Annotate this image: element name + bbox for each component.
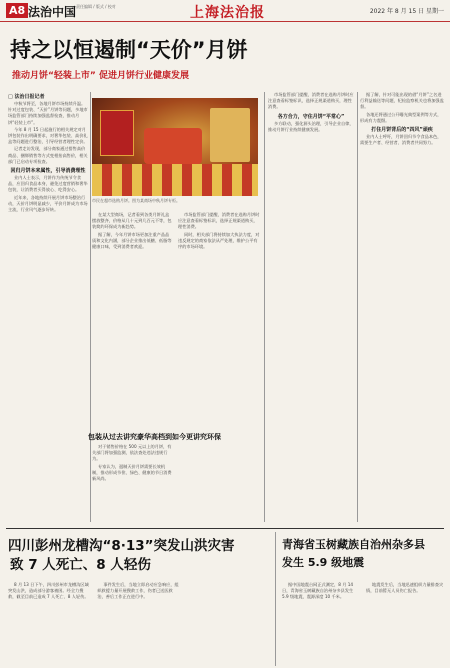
paragraph: 同时，相关部门将持续加大执法力度，对违反规定的商家依法从严处理，维护公平有序的市场环境。 <box>178 231 260 250</box>
lead-column <box>8 92 88 522</box>
paragraph: 市场监管部门提醒，消费者在选购月饼时应注意查看标签标识，选择正规渠道购买，理性消费。 <box>178 212 260 230</box>
section-rule <box>6 528 444 529</box>
paragraph: 地震发生后，当地迅速组织力量排查灾情，目前暂无人员伤亡报告。 <box>366 582 444 594</box>
section-title: 法治中国 <box>28 5 77 19</box>
newspaper-logo: 上海法治报 <box>190 5 265 21</box>
paragraph: 业内人士表示，月饼作为传统节令食品，应回归食品本身，避免过度营销和奢华包装，让消费者买得放心、吃得安心。 <box>8 175 88 193</box>
paragraph: 业内人士呼吁，月饼回归节令食品本色，需要生产者、经营者、消费者共同努力。 <box>360 134 442 146</box>
paragraph: 近年来，各地持续开展月饼市场整治行动，天价月饼明显减少，平价月饼成为市场主流，行业风气逐步好转。 <box>8 194 88 213</box>
section-heading: 包装从过去讲究豪华高档到如今更讲究环保 <box>88 433 221 441</box>
column-divider <box>357 92 358 522</box>
quake-story-title: 青海省玉树藏族自治州杂多县 <box>282 538 425 551</box>
masthead <box>0 0 450 22</box>
column-divider <box>264 92 265 522</box>
paragraph: 多方联动，强化源头治理，引导企业自律，推动月饼行业持续健康发展。 <box>268 120 354 132</box>
paragraph: 据了解，针对可能出现的借“月饼”之名进行利益输送等问题，纪检监察机关也将加强监督。 <box>360 92 444 110</box>
mooncake-tray <box>144 128 202 164</box>
paragraph: 中秋节将至，各地月饼市场持续升温。针对过度包装、“天价”月饼等问题，多地市场监管部门持续加强监督检查，推动月饼“轻装上市”。 <box>8 101 88 125</box>
sub-headline: 推动月饼“轻装上市” 促进月饼行业健康发展 <box>12 71 189 81</box>
paragraph: 8 月 13 日下午，四川彭州市龙槽沟区域突发山洪，造成部分游客被困。经全力搜救，截至目前已造成 7 人死亡、8 人轻伤。 <box>8 582 89 600</box>
article-column <box>92 444 172 524</box>
paragraph: 专家认为，遏制天价月饼需要长效机制，推动形成节俭、绿色、健康的节日消费新风尚。 <box>92 463 172 482</box>
paragraph: 据了解，今年月饼市场更加注重产品品质和文化内涵，部分企业推出低糖、低脂等健康口味，受到消费者欢迎。 <box>92 231 172 250</box>
article-column <box>360 92 444 522</box>
paragraph: 市场监管部门提醒，消费者在选购月饼时应注意查看标签标识，选择正规渠道购买，理性消费。 <box>268 92 354 110</box>
paragraph: 今年 8 月 15 日起施行的相关规定对月饼包装作出明确要求，对奢华包装、高价礼盒等问题进行整治，引导经营者理性定价。 <box>8 126 88 145</box>
flood-story-body <box>8 582 270 666</box>
paragraph: 各地还将通过公开曝光典型案例等方式，形成有力震慑。 <box>360 111 442 123</box>
photo-caption: 市民在超市选购月饼。图为某商场中秋月饼专柜。 <box>92 198 180 203</box>
column-divider <box>275 532 276 666</box>
page-number: A8 <box>6 3 28 18</box>
issue-date: 2022 年 8 月 15 日 星期一 <box>369 8 444 15</box>
store-shelf <box>92 164 258 196</box>
flood-story-title-line2: 致 7 人死亡、8 人轻伤 <box>10 557 151 573</box>
article-column <box>268 92 354 522</box>
editor-credits: 责任编辑 / 版式 / 校对 <box>76 4 116 9</box>
byline: □ 法治日报记者 <box>8 94 45 100</box>
gift-box <box>100 110 134 156</box>
paragraph: 对于销售价格在 500 元以上的月饼，有关部门将加强监测，依法查处违法违规行为。 <box>92 444 172 462</box>
paragraph: 记者走访发现，部分商家通过搭售高价商品、捆绑销售等方式变相抬高售价，相关部门已启动专项检查。 <box>8 146 88 164</box>
paragraph: 在某大型商场，记者看到各类月饼礼盒摆放整齐，价格从几十元到几百元不等，包装简约环保成为新趋势。 <box>92 212 172 230</box>
section-heading: 各方合力，守住月饼“平常心” <box>277 113 345 120</box>
flood-story-title: 四川彭州龙槽沟“8·13”突发山洪灾害 <box>8 538 235 554</box>
column-divider <box>90 92 91 522</box>
mooncake-photo <box>92 98 258 196</box>
gift-box <box>210 108 250 162</box>
article-column <box>178 212 260 524</box>
section-heading: 打住月饼背后的“四风”顽疾 <box>371 127 433 134</box>
quake-story-title-line2: 发生 5.9 级地震 <box>282 556 365 569</box>
paragraph: 事件发生后，当地立即启动应急响应，组织救援力量开展搜救工作，伤者已送医救治，善后工作正在进行中。 <box>97 582 179 600</box>
section-heading: 回归月饼本来属性，引导消费理性 <box>10 168 86 175</box>
quake-story-body <box>282 582 444 666</box>
main-headline: 持之以恒遏制“天价”月饼 <box>10 38 248 62</box>
paragraph: 据中国地震台网正式测定，8 月 14 日，青海省玉树藏族自治州杂多县发生 5.9 级地震，震源深度 10 千米。 <box>282 582 354 600</box>
